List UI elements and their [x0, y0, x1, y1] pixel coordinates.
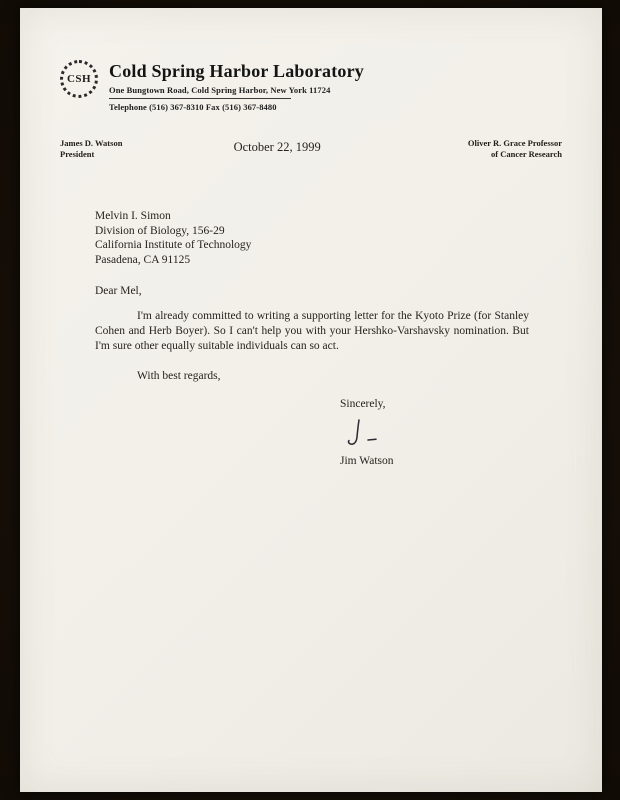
letter-date: October 22, 1999 [233, 140, 321, 154]
professorship-block [468, 138, 562, 160]
recipient-institution: California Institute of Technology [95, 239, 252, 251]
csh-logo-text: CSH [66, 73, 92, 85]
recipient-city: Pasadena, CA 91125 [95, 253, 191, 266]
organization-name: Cold Spring Harbor Laboratory [109, 61, 364, 81]
sender-title: President [60, 149, 95, 159]
recipient-name: Melvin I. Simon [95, 210, 171, 222]
letterhead-text [109, 60, 364, 112]
recipient-address [95, 209, 251, 267]
regards-line: With best regards, [137, 370, 221, 382]
signature-icon [344, 417, 390, 451]
salutation: Dear Mel, [95, 285, 142, 297]
professorship-line1: Oliver R. Grace Professor [467, 138, 562, 148]
letter-page [20, 8, 602, 792]
professorship-line2: of Cancer Research [491, 149, 562, 159]
closing-block [340, 398, 394, 467]
letterhead [60, 60, 364, 112]
letterhead-phone: Telephone (516) 367-8310 Fax (516) 367-8480 [109, 102, 277, 112]
letter-body-paragraph: I'm already committed to writing a supporting letter for the Kyoto Prize (for Stanley Cohen and Herb Boyer). So I can't help you with your Hershko-Varshavsky nomination. But I'm sure other equally suitable individuals can so act. [95, 310, 529, 352]
signature-name: Jim Watson [340, 455, 394, 467]
sender-block [60, 138, 122, 160]
csh-logo-icon [60, 60, 98, 98]
recipient-division: Division of Biology, 156-29 [95, 224, 225, 237]
letterhead-divider [109, 98, 291, 99]
sender-name: James D. Watson [60, 138, 123, 148]
closing-word: Sincerely, [340, 398, 386, 410]
header-row [60, 138, 562, 160]
letterhead-address: One Bungtown Road, Cold Spring Harbor, New York 11724 [109, 85, 331, 95]
